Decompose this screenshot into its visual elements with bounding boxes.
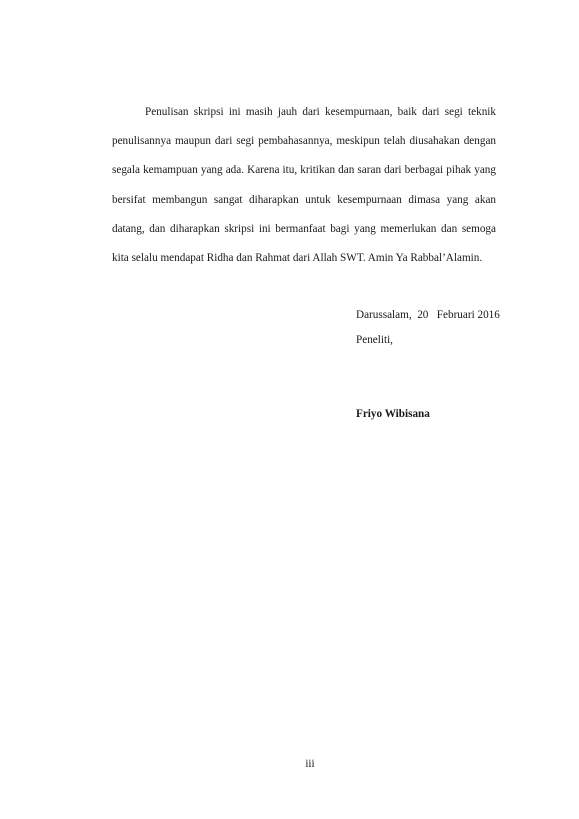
- body-paragraph: Penulisan skripsi ini masih jauh dari kesempurnaan, baik dari segi teknik penulisannya maupun dari segi pembahasannya, meskipun telah diusahakan dengan segala kemampuan yang ada. Karena itu, kritikan dan saran dari berbagai pihak yang bersifat membangun sangat diharapkan untuk kesempurnaan dimasa yang akan datang, dan diharapkan skripsi ini bermanfaat bagi yang memerlukan dan semoga kita selalu mendapat Ridha dan Rahmat dari Allah SWT. Amin Ya Rabbal’Alamin.: [112, 106, 496, 265]
- signature-role: Peneliti,: [356, 334, 393, 346]
- signature-place-date: Darussalam, 20 Februari 2016: [356, 309, 500, 321]
- page-number: iii: [305, 758, 315, 770]
- signature-name: Friyo Wibisana: [356, 408, 430, 420]
